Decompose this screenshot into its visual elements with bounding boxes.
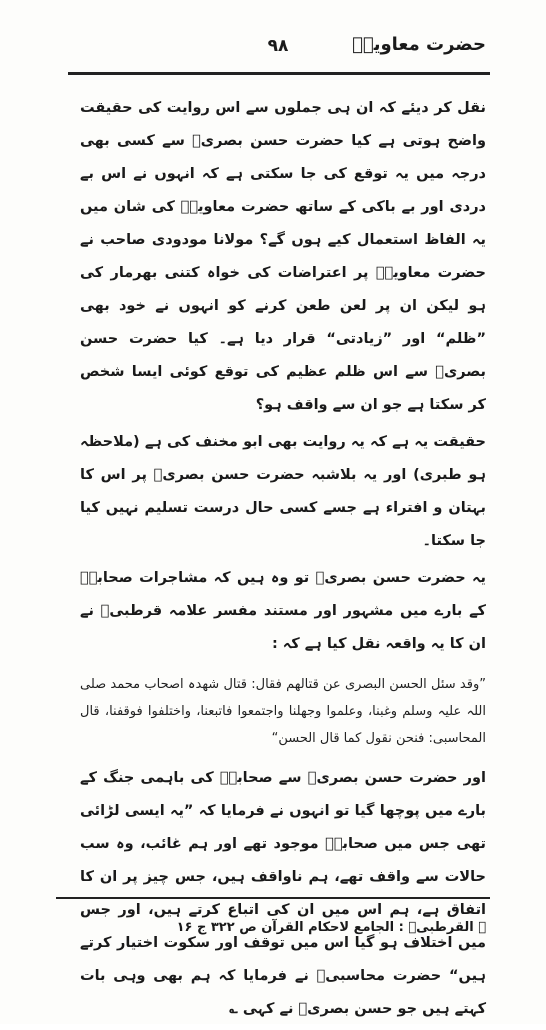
page-number: ۹۸ (267, 36, 289, 56)
paragraph-2: حقیقت یہ ہے کہ یہ روایت بھی ابو مخنف کی ہے (ملاحظہ ہو طبری) اور یہ بلاشبہ حضرت حسن بصریؒ پر اس کا بہتان و افتراء ہے جسے کسی حال درست تسلیم نہیں کیا جا سکتا۔ (80, 434, 486, 549)
running-title: حضرت معاویہؓ (352, 34, 486, 55)
paragraph-3: یہ حضرت حسن بصریؒ تو وہ ہیں کہ مشاجرات صحابہؓ کے بارے میں مشہور اور مستند مفسر علامہ قرطبیؒ نے ان کا یہ واقعہ نقل کیا ہے کہ : (80, 570, 486, 652)
footnote-divider (56, 897, 490, 899)
header-divider (68, 72, 490, 75)
paragraph-4: اور حضرت حسن بصریؒ سے صحابہؓ کی باہمی جنگ کے بارے میں پوچھا گیا تو انہوں نے فرمایا کہ ”یہ ایسی لڑائی تھی جس میں صحابہؓ موجود تھے اور ہم غائب، وہ سب حالات سے واقف تھے، ہم ناواقف ہیں، جس چیز پر ان کا اتفاق ہے، ہم اس میں ان کی اتباع کرتے ہیں، اور جس میں اختلاف ہو گیا اس میں توقف اور سکوت اختیار کرتے ہیں“ حضرت محاسبیؒ نے فرمایا کہ ہم بھی وہی بات کہتے ہیں جو حسن بصریؒ نے کہی ؎ (80, 770, 486, 1017)
paragraph-1: نقل کر دیئے کہ ان ہی جملوں سے اس روایت کی حقیقت واضح ہوتی ہے کیا حضرت حسن بصریؒ سے کسی بھی درجہ میں یہ توقع کی جا سکتی ہے کہ انہوں نے اس بے دردی اور بے باکی کے ساتھ حضرت معاویہؓ کی شان میں یہ الفاظ استعمال کیے ہوں گے؟ مولانا مودودی صاحب نے حضرت معاویہؓ پر اعتراضات کی خواہ کتنی بھرمار کی ہو لیکن ان پر لعن طعن کرنے کو انہوں نے خود بھی ”ظلم“ اور ”زیادتی“ قرار دیا ہے۔ کیا حضرت حسن بصریؒ سے اس ظلم عظیم کی توقع کوئی ایسا شخص کر سکتا ہے جو ان سے واقف ہو؟ (80, 100, 486, 413)
page-header (70, 30, 486, 70)
arabic-quotation: ”وقد سئل الحسن البصری عن قتالھم فقال: قتال شھدہ اصحاب محمد صلی اللہ علیہ وسلم وغبنا، وعلموا وجھلنا واجتمعوا فاتبعنا، واختلفوا فوقفنا، قال المحاسبی: فنحن نقول کما قال الحسن“ (80, 677, 486, 746)
footnote: ؎ القرطبیؒ : الجامع لاحکام القرآن ص ۳۲۲ ج ۱۶ (176, 920, 486, 935)
page-body (80, 92, 486, 1030)
